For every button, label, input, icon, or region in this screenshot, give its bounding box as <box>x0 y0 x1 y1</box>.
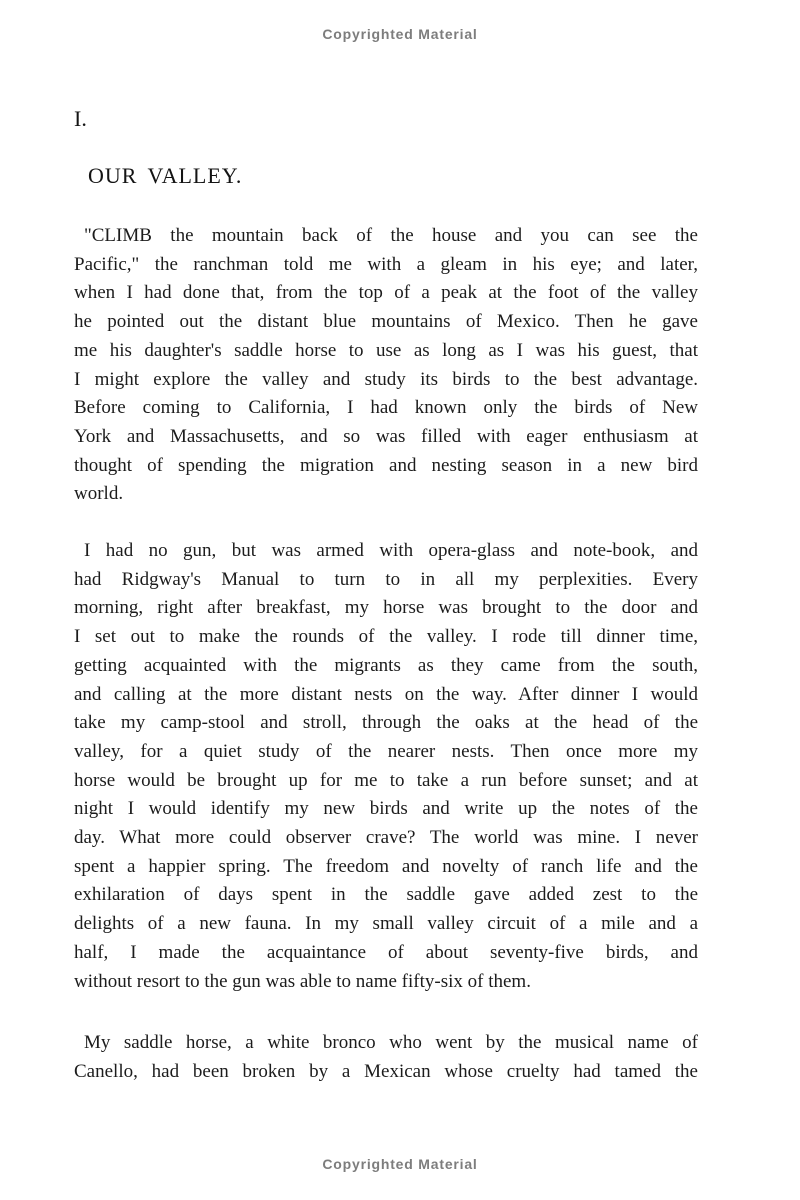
text-line: I set out to make the rounds of the valley. I rode till dinner time, <box>74 626 698 648</box>
text-line: exhilaration of days spent in the saddle gave added zest to the <box>74 884 698 906</box>
text-line: York and Massachusetts, and so was filled with eager enthusiasm at <box>74 425 698 447</box>
text-line: getting acquainted with the migrants as they came from the south, <box>74 654 698 676</box>
text-line: horse would be brought up for me to take a run before sunset; and at <box>74 769 698 791</box>
text-line: night I would identify my new birds and write up the notes of the <box>74 798 698 820</box>
text-line: half, I made the acquaintance of about seventy-five birds, and <box>74 941 698 963</box>
copyright-notice-top: Copyrighted Material <box>322 26 478 42</box>
text-line: Before coming to California, I had known only the birds of New <box>74 397 698 419</box>
text-line: valley, for a quiet study of the nearer nests. Then once more my <box>74 740 698 762</box>
text-line: I had no gun, but was armed with opera-glass and note-book, and <box>84 540 698 561</box>
text-line: day. What more could observer crave? The world was mine. I never <box>74 827 698 849</box>
paragraph <box>74 537 698 996</box>
text-line: and calling at the more distant nests on the way. After dinner I would <box>74 683 698 705</box>
text-line: world. <box>74 483 124 505</box>
text-line: when I had done that, from the top of a peak at the foot of the valley <box>74 282 698 304</box>
section-title: OUR VALLEY. <box>88 163 243 188</box>
text-line: morning, right after breakfast, my horse was brought to the door and <box>74 597 698 619</box>
text-line: had Ridgway's Manual to turn to in all my perplexities. Every <box>74 568 698 590</box>
paragraph <box>74 1029 698 1086</box>
text-line: Canello, had been broken by a Mexican whose cruelty had tamed the <box>74 1060 698 1082</box>
chapter-numeral: I. <box>74 106 87 131</box>
text-line: spent a happier spring. The freedom and novelty of ranch life and the <box>74 855 698 877</box>
text-line: thought of spending the migration and nesting season in a new bird <box>74 454 698 476</box>
copyright-notice-bottom: Copyrighted Material <box>322 1156 478 1172</box>
text-line: without resort to the gun was able to name fifty-six of them. <box>74 970 531 992</box>
text-line: Pacific," the ranchman told me with a gleam in his eye; and later, <box>74 253 698 275</box>
text-line: delights of a new fauna. In my small valley circuit of a mile and a <box>74 913 698 935</box>
text-line: My saddle horse, a white bronco who went by the musical name of <box>84 1032 698 1053</box>
text-line: take my camp-stool and stroll, through the oaks at the head of the <box>74 712 698 734</box>
text-line: me his daughter's saddle horse to use as long as I was his guest, that <box>74 339 698 361</box>
text-line: he pointed out the distant blue mountains of Mexico. Then he gave <box>74 311 698 333</box>
paragraph <box>74 222 698 509</box>
text-line: "CLIMB the mountain back of the house and you can see the <box>84 225 698 246</box>
text-line: I might explore the valley and study its birds to the best advantage. <box>74 368 698 390</box>
